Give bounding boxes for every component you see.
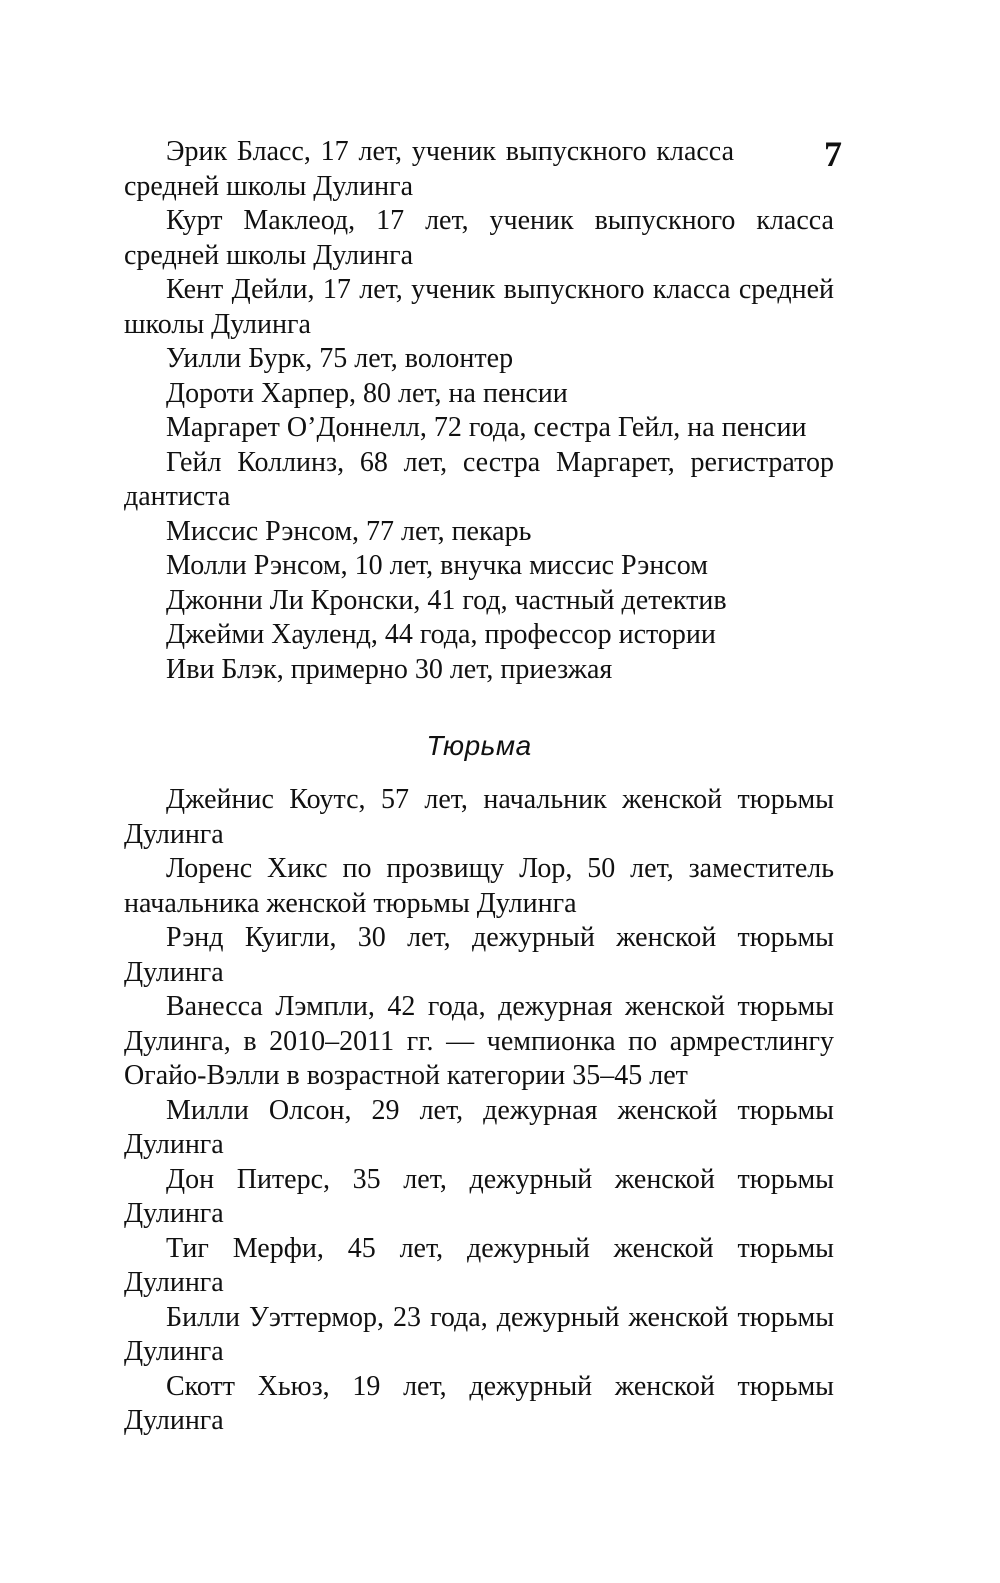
character-entry: Билли Уэттермор, 23 года, дежурный женской тюрьмы Дулинга (124, 1301, 834, 1367)
character-list-town (124, 135, 834, 687)
character-entry: Лоренс Хикс по прозвищу Лор, 50 лет, заместитель начальника женской тюрьмы Дулинга (124, 853, 834, 919)
character-entry: Скотт Хьюз, 19 лет, дежурный женской тюрьмы Дулинга (124, 1370, 834, 1436)
page-number: 7 (824, 134, 842, 174)
character-entry: Молли Рэнсом, 10 лет, внучка миссис Рэнсом (166, 550, 708, 581)
character-entry: Ванесса Лэмпли, 42 года, дежурная женской тюрьмы Дулинга, в 2010–2011 гг. — чемпионка по армрестлингу Огайо-Вэлли в возрастной категории 35–45 лет (124, 991, 834, 1091)
character-entry: Гейл Коллинз, 68 лет, сестра Маргарет, регистратор дантиста (124, 446, 834, 512)
character-entry: Рэнд Куигли, 30 лет, дежурный женской тюрьмы Дулинга (124, 922, 834, 988)
character-entry: Кент Дейли, 17 лет, ученик выпускного класса средней школы Дулинга (124, 274, 834, 340)
character-list-prison (124, 783, 834, 1439)
character-entry: Джейми Хауленд, 44 года, профессор истории (166, 619, 716, 650)
character-entry: Курт Маклеод, 17 лет, ученик выпускного класса средней школы Дулинга (124, 205, 834, 271)
character-entry: Дороти Харпер, 80 лет, на пенсии (166, 377, 568, 409)
character-entry: Иви Блэк, примерно 30 лет, приезжая (166, 653, 613, 685)
section-heading: Тюрьма (426, 730, 532, 761)
character-entry: Миссис Рэнсом, 77 лет, пекарь (166, 515, 532, 547)
character-entry: Милли Олсон, 29 лет, дежурная женской тюрьмы Дулинга (124, 1094, 834, 1160)
character-entry: Уилли Бурк, 75 лет, волонтер (166, 343, 514, 374)
character-entry: Джонни Ли Кронски, 41 год, частный детектив (166, 584, 727, 616)
character-entry: Эрик Бласс, 17 лет, ученик выпускного класса средней школы Дулинга (124, 136, 734, 202)
character-entry: Джейнис Коутс, 57 лет, начальник женской тюрьмы Дулинга (124, 784, 834, 850)
character-entry: Маргарет О’Доннелл, 72 года, сестра Гейл, на пенсии (166, 412, 807, 443)
character-entry: Дон Питерс, 35 лет, дежурный женской тюрьмы Дулинга (124, 1163, 834, 1229)
character-entry: Тиг Мерфи, 45 лет, дежурный женской тюрьмы Дулинга (124, 1232, 834, 1298)
